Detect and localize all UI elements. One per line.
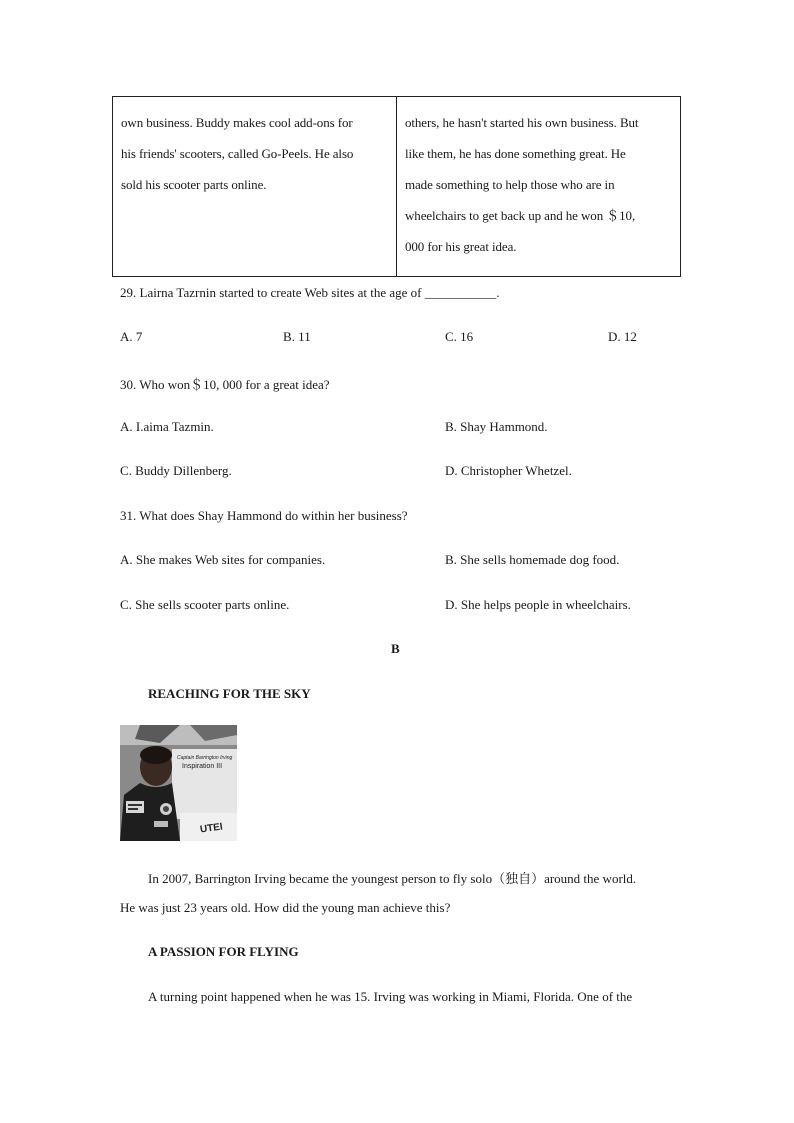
question-30-option-c: C. Buddy Dillenberg. [120,463,232,478]
question-31-option-d: D. She helps people in wheelchairs. [445,597,631,612]
question-30-option-a: A. I.aima Tazmin. [120,419,214,434]
table-line: made something to help those who are in [405,177,615,192]
table-cell-christopher [397,97,681,277]
photo-badge: UTEI [199,821,224,836]
table-line: others, he hasn't started his own business. But [405,115,639,130]
question-31-stem: 31. What does Shay Hammond do within her business? [120,508,408,523]
section-label: B [391,641,400,656]
table-line: like them, he has done something great. He [405,146,626,161]
table-line: sold his scooter parts online. [121,177,267,192]
question-29-option-a: A. 7 [120,329,143,344]
paragraph-line-1: A turning point happened when he was 15. Irving was working in Miami, Florida. One of the [148,989,633,1004]
barrington-photo [120,725,237,841]
table-cell-buddy [113,97,397,277]
question-30-option-d: D. Christopher Whetzel. [445,463,572,478]
question-31-option-c: C. She sells scooter parts online. [120,597,290,612]
question-31-option-a: A. She makes Web sites for companies. [120,552,326,567]
intro-line-2: He was just 23 years old. How did the young man achieve this? [120,900,451,915]
photo-caption-line2: Inspiration III [182,763,223,770]
question-29-option-b: B. 11 [283,329,311,344]
story-table [112,96,681,277]
article-subheading: A PASSION FOR FLYING [148,944,299,959]
table-line: 000 for his great idea. [405,239,517,254]
question-31-option-b: B. She sells homemade dog food. [445,552,620,567]
question-30-stem: 30. Who won＄10, 000 for a great idea? [120,377,330,392]
photo-caption-line1: Captain Barrington Irving [177,755,233,761]
table-line: wheelchairs to get back up and he won ＄10, [405,208,636,223]
question-30-option-b: B. Shay Hammond. [445,419,548,434]
question-29-stem: 29. Lairna Tazrnin started to create Web sites at the age of ___________. [120,285,500,300]
table-line: his friends' scooters, called Go-Peels. He also [121,146,354,161]
article-title: REACHING FOR THE SKY [148,686,311,701]
table-line: own business. Buddy makes cool add-ons for [121,115,353,130]
intro-line-1: In 2007, Barrington Irving became the youngest person to fly solo（独自）around the world. [148,871,637,886]
question-29-option-c: C. 16 [445,329,474,344]
question-29-option-d: D. 12 [608,329,637,344]
